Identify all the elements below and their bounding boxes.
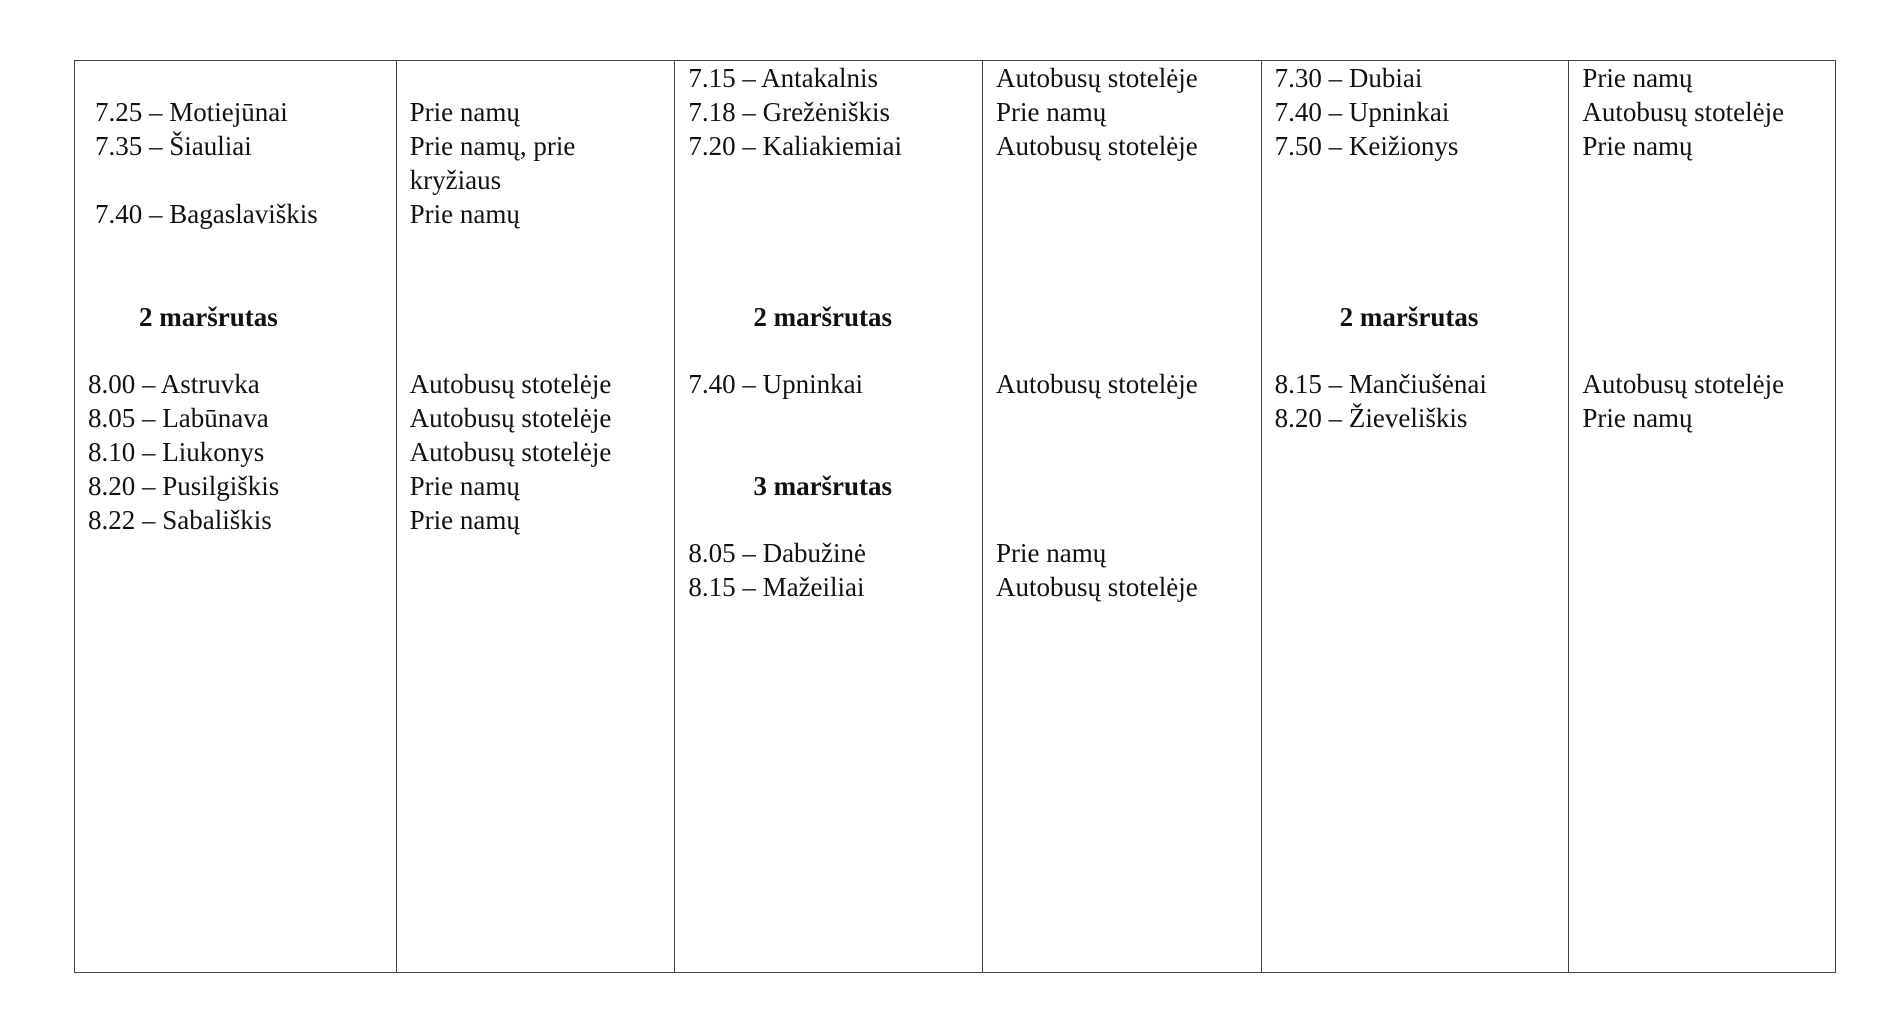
route-heading: 2 maršrutas [139,302,278,332]
stop-line: 7.25 – Motiejūnai [95,97,288,127]
route-heading: 2 maršrutas [753,302,893,332]
stop-line: 8.00 – Astruvka [88,369,260,399]
stop-line: 7.15 – Antakalnis [688,63,879,93]
location-line: Prie namų [995,97,1107,127]
location-line: Autobusų stotelėje [409,403,612,433]
stop-line: 7.35 – Šiauliai [95,131,252,161]
location-line: Prie namų [1582,131,1693,161]
location-line: Prie namų [1582,403,1693,433]
stop-line: 8.20 – Pusilgiškis [88,471,280,501]
location-line: Prie namų [995,538,1107,568]
location-line: Autobusų stotelėje [995,572,1198,602]
column-3-stops [675,61,983,972]
stop-line: 7.50 – Keižionys [1274,131,1459,161]
column-1-stops [75,61,397,972]
location-line: Autobusų stotelėje [1582,369,1785,399]
stop-line: 7.30 – Dubiai [1274,63,1423,93]
location-line: Prie namų [409,97,520,127]
stop-line: 7.20 – Kaliakiemiai [688,131,903,161]
location-line: Autobusų stotelėje [409,369,612,399]
location-line: Prie namų, prie [409,131,576,161]
location-line: Autobusų stotelėje [995,369,1198,399]
location-line: Prie namų [409,471,520,501]
stop-line: 7.40 – Bagaslaviškis [95,199,318,229]
location-line: Prie namų [1582,63,1693,93]
column-5-stops [1262,61,1570,972]
stop-line: 8.15 – Mažeiliai [688,572,865,602]
route-heading: 2 maršrutas [1339,302,1479,332]
location-line: Autobusų stotelėje [1582,97,1785,127]
route-heading: 3 maršrutas [753,471,893,501]
stop-line: 8.15 – Mančiušėnai [1274,369,1487,399]
column-4-locations [983,61,1262,972]
location-line: Autobusų stotelėje [995,131,1198,161]
column-2-locations [397,61,676,972]
location-line: Prie namų [409,505,520,535]
location-line: Autobusų stotelėje [995,63,1198,93]
location-line: kryžiaus [409,165,502,195]
location-line: Autobusų stotelėje [409,437,612,467]
stop-line: 8.10 – Liukonys [88,437,265,467]
location-line: Prie namų [409,199,520,229]
stop-line: 8.20 – Žieveliškis [1274,403,1468,433]
stop-line: 7.40 – Upninkai [688,369,864,399]
stop-line: 7.40 – Upninkai [1274,97,1450,127]
column-6-locations [1569,61,1835,972]
stop-line: 8.22 – Sabališkis [88,505,272,535]
stop-line: 8.05 – Dabužinė [688,538,867,568]
stop-line: 7.18 – Grežėniškis [688,97,891,127]
stop-line: 8.05 – Labūnava [88,403,269,433]
schedule-table [74,60,1836,973]
